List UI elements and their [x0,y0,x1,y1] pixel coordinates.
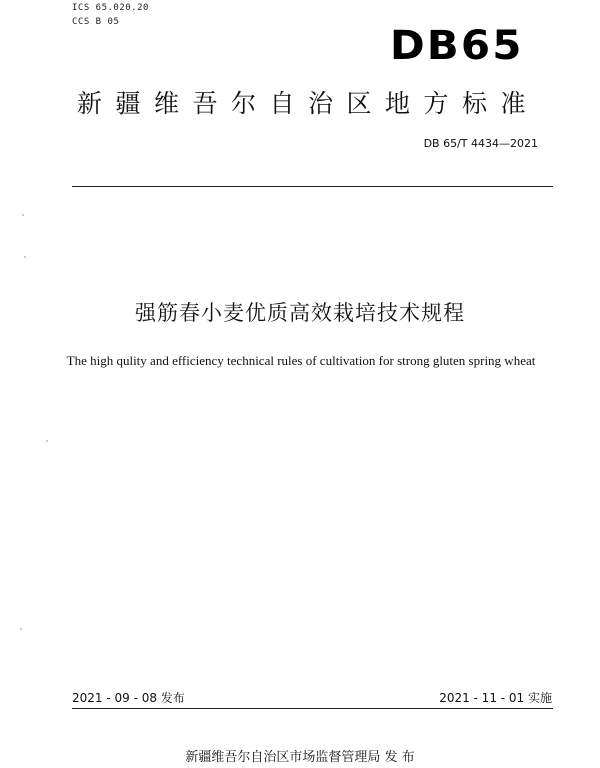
document-title-chinese: 强筋春小麦优质高效栽培技术规程 [135,301,465,325]
scan-speck [46,440,48,442]
implement-date: 2021 - 11 - 01 实施 [439,691,552,705]
scan-speck [20,628,22,630]
db-standard-logo: DB65 [389,23,524,69]
issuer-region-title: 新疆维吾尔自治区地方标准 [76,89,539,118]
ccs-code: CCS B 05 [72,17,120,27]
issuing-authority: 新疆维吾尔自治区市场监督管理局 发 布 [185,750,415,765]
scan-speck [22,214,24,216]
scan-speck [24,256,26,258]
ics-code: ICS 65.020.20 [72,3,149,13]
publish-date: 2021 - 09 - 08 发布 [72,691,185,705]
top-divider [72,186,553,187]
standard-number: DB 65/T 4434—2021 [423,137,538,150]
document-title-english: The high qulity and efficiency technical rules of cultivation for strong gluten spring wheat [66,353,536,368]
bottom-divider [72,708,553,709]
